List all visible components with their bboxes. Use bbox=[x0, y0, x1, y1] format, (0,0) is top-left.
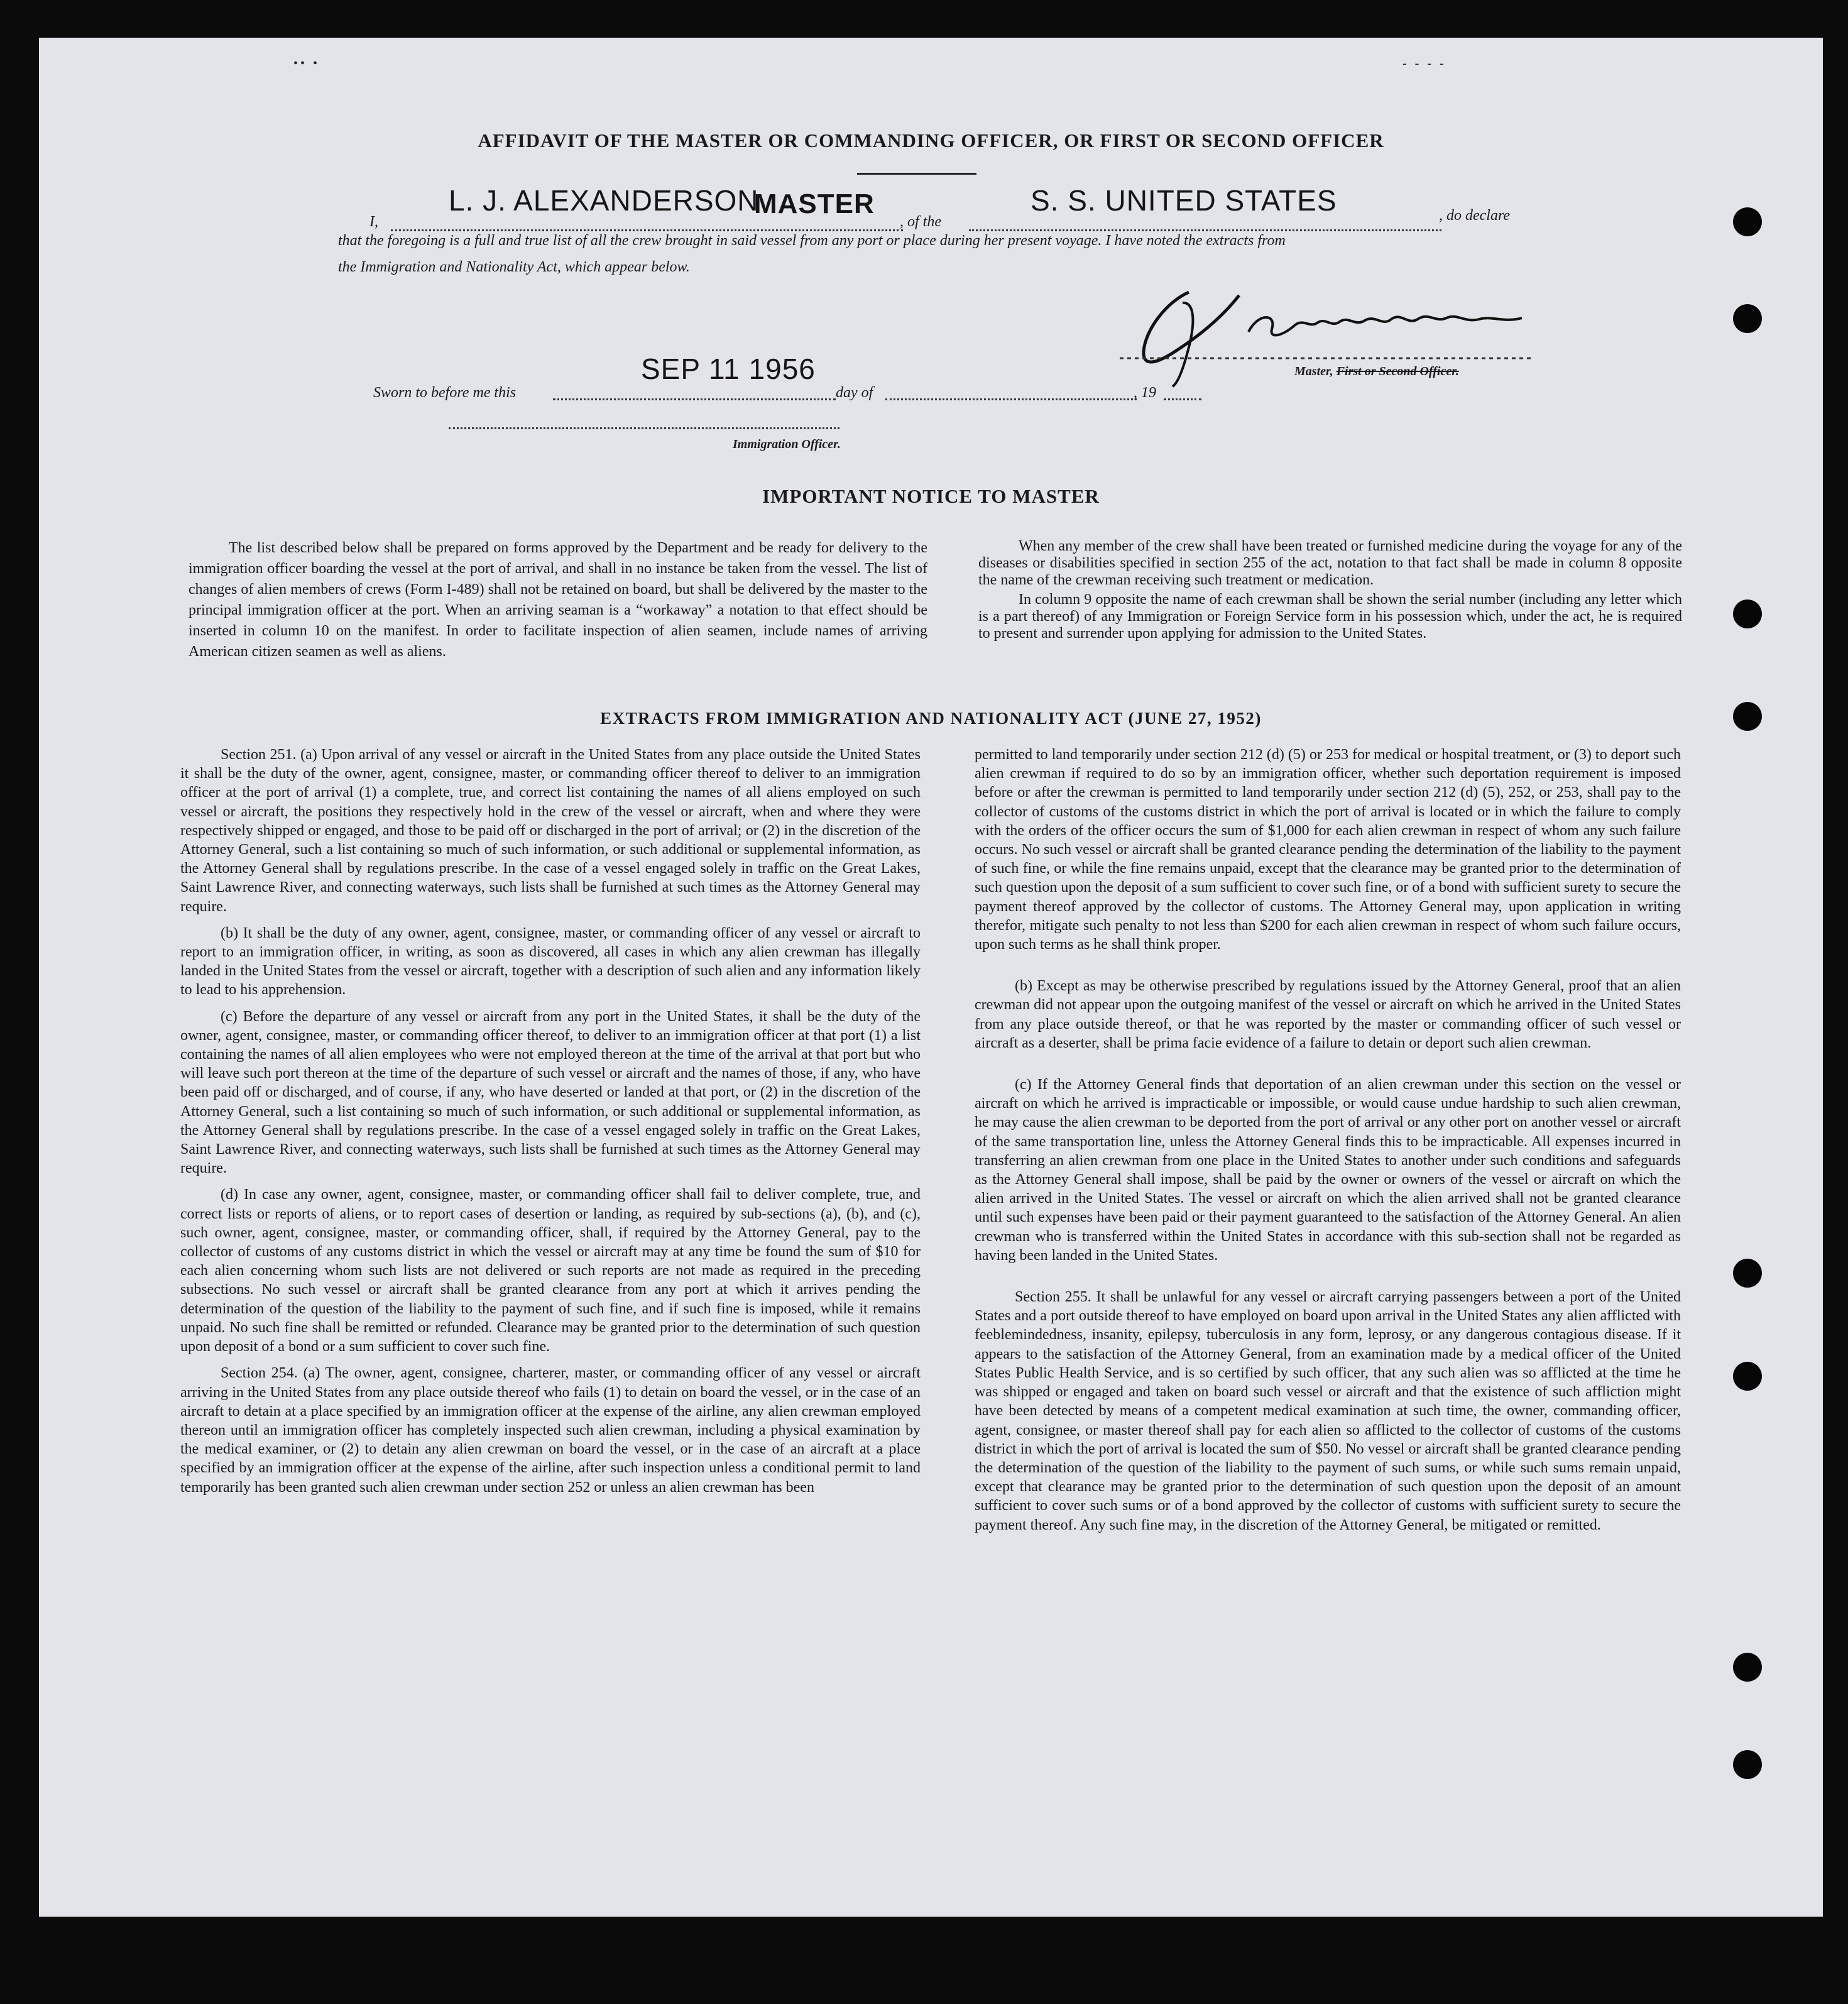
declaration-text-cont: the Immigration and Nationality Act, which appear below. bbox=[338, 259, 690, 275]
notice-right-column bbox=[978, 538, 1682, 645]
officer-signature-line bbox=[449, 427, 839, 429]
title-divider bbox=[857, 173, 976, 175]
do-declare-label: , do declare bbox=[1439, 207, 1511, 224]
section-254a: Section 254. (a) The owner, agent, consignee, charterer, master, or commanding officer of any vessel or aircraft arriving in the United States from any place outside thereof who fails (1) to detain on board the vessel, or in the case of an aircraft to detain at a place specified by an immigration officer at the expense of the airline, any alien crewman employed thereon until an immigration officer has completely inspected such alien crewman, including a physical examination by the medical examiner, or (2) to detain any alien crewman on board the vessel, or in the case of an aircraft at a place specified by an immigration officer at the expense of the airline, after such inspection unless a conditional permit to land temporarily has been granted such alien crewman under section 252 or unless an alien crewman has been bbox=[180, 1365, 921, 1496]
section-255: Section 255. It shall be unlawful for any vessel or aircraft carrying passengers between a port of the United States and a port outside thereof to have employed on board upon arrival in the United States any alien afflicted with feeblemindedness, insanity, epilepsy, tuberculosis in any form, leprosy, or any dangerous contagious disease. If it appears to the satisfaction of the Attorney General, from an examination made by a medical officer of the United States Public Health Service, and is so certified by such officer, that any such alien was so afflicted at the time he was shipped or engaged and taken on board such vessel or aircraft and that the existence of such affliction might have been detected by means of a competent medical examination at such time, the owner, commanding officer, agent, consignee, or master thereof shall pay for each alien so afflicted to the collector of customs of the customs district in which the port of arrival is located the sum of $50. No vessel or aircraft shall be granted clearance pending the determination of the question of the liability to the payment of such sums, or while such sums remain unpaid, except that clearance may be granted prior to the determination of such question upon the deposit of an amount sufficient to cover such sums or of a bond approved by the collector of customs with sufficient surety to secure the payment thereof. Any such fine may, in the discretion of the Attorney General, be mitigated or remitted. bbox=[975, 1289, 1681, 1533]
affidavit-title: AFFIDAVIT OF THE MASTER OR COMMANDING OFFICER, OR FIRST OR SECOND OFFICER bbox=[478, 129, 1384, 151]
section-251a: Section 251. (a) Upon arrival of any vessel or aircraft in the United States from any place outside the United States it shall be the duty of the owner, agent, consignee, master, or commanding officer thereof to deliver to an immigration officer at the port of arrival (1) a complete, true, and correct list containing the names of all aliens employed on such vessel or aircraft, the positions they respectively hold in the crew of the vessel or aircraft, when and where they were respectively shipped or engaged, and those to be paid off or discharged in the port of arrival; or (2) in the discretion of the Attorney General, such a list containing so much of such information, or such additional or supplemental information, as the Attorney General shall by regulations prescribe. In the case of a vessel engaged solely in traffic on the Great Lakes, Saint Lawrence River, and connecting waterways, such lists shall be furnished at such times as the Attorney General may require. bbox=[180, 747, 921, 915]
punch-hole bbox=[1733, 1259, 1762, 1288]
vessel-name-stamp: S. S. UNITED STATES bbox=[1031, 184, 1337, 217]
master-name-stamp: L. J. ALEXANDERSON bbox=[449, 184, 759, 217]
sworn-label: Sworn to before me this bbox=[373, 385, 517, 401]
punch-hole bbox=[1733, 1653, 1762, 1682]
signature-caption bbox=[1294, 364, 1459, 379]
notice-left-column bbox=[189, 538, 927, 670]
name-line bbox=[391, 229, 903, 231]
notice-paragraph: In column 9 opposite the name of each crewman shall be shown the serial number (including any letter which is a part thereof) of any Immigration or Foreign Service form in his possession which, under the act, he is required to present and surrender upon applying for admission to the United States. bbox=[978, 591, 1682, 642]
extracts-title: EXTRACTS FROM IMMIGRATION AND NATIONALITY ACT (JUNE 27, 1952) bbox=[600, 709, 1262, 728]
prefix-i: I, bbox=[369, 214, 378, 230]
date-stamp: SEP 11 1956 bbox=[641, 353, 816, 385]
corner-mark: •• • bbox=[293, 57, 320, 70]
punch-hole bbox=[1733, 1362, 1762, 1391]
rank-stamp: MASTER bbox=[754, 189, 875, 219]
document-page bbox=[39, 38, 1823, 1917]
year-line bbox=[1164, 398, 1201, 400]
notice-paragraph: The list described below shall be prepared on forms approved by the Department and be ready for delivery to the immigration officer boarding the vessel at the port of arrival, and shall in no instance be taken from the vessel. The list of changes of alien members of crews (Form I-489) shall not be retained on board, but shall be delivered by the master to the principal immigration officer at the port. When an arriving seaman is a “workaway” a notation to that effect should be inserted in column 10 on the manifest. In order to facilitate inspection of alien seamen, include names of arriving American citizen seamen as well as aliens. bbox=[189, 540, 927, 660]
section-251d: (d) In case any owner, agent, consignee, master, or commanding officer shall fail to deliver complete, true, and correct lists or reports of aliens, or to report cases of desertion or landing, as required by sub-sections (a), (b), and (c), such owner, agent, consignee, master, or commanding officer, shall, if required by the Attorney General, pay to the collector of customs of any customs district in which the vessel or aircraft may at any time be found the sum of $10 for each alien concerning whom such lists are not delivered or such reports are not made as required in the preceding subsections. No such vessel or aircraft shall be granted clearance from any port at which it arrives pending the determination of the question of the liability to the payment of such fine, and if such fine is imposed, while it remains unpaid. No such fine shall be remitted or refunded. Clearance may be granted prior to the determination of such question upon deposit of a bond or a sum sufficient to cover such fine. bbox=[180, 1186, 921, 1355]
of-the-label: , of the bbox=[900, 214, 941, 230]
sworn-month-line bbox=[885, 398, 1137, 400]
day-of-label: day of bbox=[836, 385, 873, 401]
caption-master: Master, bbox=[1294, 364, 1337, 378]
punch-hole bbox=[1733, 1750, 1762, 1779]
extracts-right-column bbox=[975, 745, 1681, 1557]
corner-mark: - - - - bbox=[1402, 57, 1446, 70]
section-254a-cont: permitted to land temporarily under section 212 (d) (5) or 253 for medical or hospital treatment, or (3) to deport such alien crewman if required to do so by an immigration officer, whether such deportation requirement is imposed before or after the crewman is permitted to land temporarily under section 212 (d) (5), 252, or 253, shall pay to the collector of customs of the customs district in which the port of arrival is located or in which the failure to comply with the orders of the officer occurs the sum of $1,000 for each alien crewman in respect of whom any such failure occurs. No such vessel or aircraft shall be granted clearance pending the determination of the liability to the payment of such fine, or while the fine remains unpaid, except that the clearance may be granted prior to the determination of such question upon the deposit of a sum sufficient to cover such fine, or of a bond with sufficient surety to secure the payment thereof approved by the collector of customs. The Attorney General may, upon application in writing therefor, mitigate such penalty to not less than $200 for each alien crewman in respect of whom such failure occurs, upon such terms as he shall think proper. bbox=[975, 747, 1681, 953]
notice-title: IMPORTANT NOTICE TO MASTER bbox=[762, 485, 1100, 507]
notice-paragraph: When any member of the crew shall have been treated or furnished medicine during the voyage for any of the diseases or disabilities specified in section 255 of the act, notation to that fact shall be made in column 8 opposite the name of the crewman receiving such treatment or medication. bbox=[978, 538, 1682, 588]
declaration-text: that the foregoing is a full and true list of all the crew brought in said vessel from any port or place during her present voyage. I have noted the extracts from bbox=[338, 233, 1286, 249]
year-label: , 19 bbox=[1134, 385, 1156, 401]
section-254b: (b) Except as may be otherwise prescribed by regulations issued by the Attorney General, proof that an alien crewman did not appear upon the outgoing manifest of the vessel or aircraft on which he arrived in the United States from any place outside thereof, or that he was reported by the master or commanding officer of such vessel or aircraft as a deserter, shall be prima facie evidence of a failure to detain or deport such alien crewman. bbox=[975, 978, 1681, 1051]
officer-caption: Immigration Officer. bbox=[733, 437, 841, 451]
section-251c: (c) Before the departure of any vessel or aircraft from any port in the United States, it shall be the duty of the owner, agent, consignee, master, or commanding officer thereof, to deliver to an immigration officer at that port (1) a list containing the names of all alien employees who were not employed thereon at the time of the arrival at that port but who will leave such port thereon at the time of the departure of such vessel or aircraft and the names of those, if any, who have been paid off or discharged, and of course, if any, who have deserted or landed at that port, or (2) in the discretion of the Attorney General, such a list containing so much of such information, or such additional or supplemental information, as the Attorney General shall by regulations prescribe. In the case of a vessel engaged solely in traffic on the Great Lakes, Saint Lawrence River, and connecting waterways, such lists shall be furnished at such times as the Attorney General may require. bbox=[180, 1008, 921, 1177]
punch-hole bbox=[1733, 207, 1762, 236]
vessel-line bbox=[969, 229, 1441, 231]
section-251b: (b) It shall be the duty of any owner, agent, consignee, master, or commanding officer of any vessel or aircraft to report to an immigration officer, in writing, as soon as discovered, all cases in which any alien crewman has illegally landed in the United States from the vessel or aircraft, together with a description of such alien and any information likely to lead to his apprehension. bbox=[180, 924, 921, 999]
section-254c: (c) If the Attorney General finds that deportation of an alien crewman under this section on the vessel or aircraft on which he arrived is impracticable or impossible, or would cause undue hardship to such alien crewman, he may cause the alien crewman to be deported from the port of arrival or any other port on another vessel or aircraft of the same transportation line, unless the Attorney General finds this to be impracticable. All expenses incurred in transferring an alien crewman from one place in the United States to another under such conditions and safeguards as the Attorney General shall impose, shall be paid by the owner or owners of the vessel or aircraft on which the alien arrived in the United States. The vessel or aircraft on which the alien arrived shall not be granted clearance until such expenses have been paid or their payment guaranteed to the satisfaction of the Attorney General. An alien crewman who is transferred within the United States in accordance with this sub-section shall not be regarded as having been landed in the United States. bbox=[975, 1076, 1681, 1264]
punch-hole bbox=[1733, 304, 1762, 333]
punch-hole bbox=[1733, 600, 1762, 628]
sworn-day-line bbox=[553, 398, 836, 400]
extracts-left-column bbox=[180, 745, 921, 1504]
caption-struck-officer: First or Second Officer. bbox=[1336, 364, 1459, 378]
